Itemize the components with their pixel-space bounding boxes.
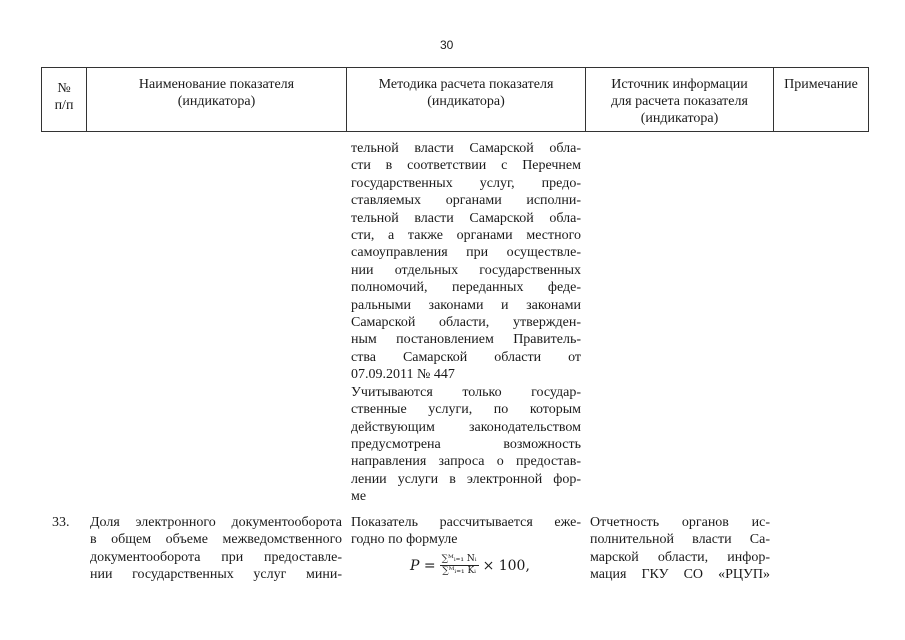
- page-number: 30: [440, 38, 454, 52]
- formula-rhs: × 100,: [482, 557, 530, 574]
- text-line: 07.09.2011 № 447: [351, 367, 455, 383]
- text-line: Показатель рассчитывается еже-: [351, 515, 581, 530]
- header-source-line: Источник информации: [611, 77, 748, 92]
- text-line: Учитываются только государ-: [351, 384, 581, 400]
- text-line: годно по формуле: [351, 532, 458, 548]
- text-line: ральными законами и законами: [351, 297, 581, 313]
- header-method-line: (индикатора): [427, 94, 505, 109]
- text-line: ставляемых органами исполни-: [351, 193, 581, 209]
- text-line: ства Самарской области от: [351, 349, 581, 365]
- calculation-method: [351, 514, 581, 549]
- text-line: тельной власти Самарской обла-: [351, 210, 581, 226]
- header-source-line: для расчета показателя: [611, 94, 748, 109]
- text-line: сти в соответствии с Перечнем: [351, 158, 581, 174]
- text-line: нии отдельных государственных: [351, 262, 581, 278]
- formula: [410, 554, 530, 577]
- text-line: самоуправления при осуществле-: [351, 245, 581, 261]
- table-top-border: [41, 67, 869, 68]
- text-line: тельной власти Самарской обла-: [351, 141, 581, 156]
- formula-numerator: ∑ᴹᵢ₌₁ Nᵢ: [441, 554, 477, 564]
- formula-lhs: P =: [410, 557, 436, 574]
- header-indicator-name: [87, 76, 346, 110]
- method-continuation: [351, 140, 581, 506]
- text-line: государственных услуг, предо-: [351, 175, 581, 191]
- header-method: [347, 76, 585, 110]
- header-note-line: Примечание: [784, 77, 858, 92]
- formula-fraction: [440, 554, 479, 577]
- text-line: Доля электронного документооборота: [90, 515, 342, 530]
- header-indicator-name-line: (индикатора): [177, 94, 256, 109]
- text-line: предусмотрена возможность: [351, 436, 581, 452]
- indicator-name: [90, 514, 342, 584]
- text-line: полномочий, переданных феде-: [351, 280, 581, 296]
- text-line: Самарской области, утвержден-: [351, 315, 581, 331]
- text-line: ным постановлением Правитель-: [351, 332, 581, 348]
- table-right-border: [868, 67, 869, 131]
- header-source: [586, 76, 773, 127]
- text-line: действующим законодательством: [351, 419, 581, 435]
- text-line: направления запроса о предостав-: [351, 454, 581, 470]
- table-header-bottom-border: [41, 131, 869, 132]
- header-number-line: №: [57, 81, 71, 96]
- text-line: нии государственных услуг мини-: [90, 567, 342, 583]
- text-line: ме: [351, 489, 367, 505]
- formula-denominator: ∑ᴹᵢ₌₁ Kᵢ: [442, 566, 476, 576]
- header-number-line: п/п: [54, 98, 74, 113]
- text-line: полнительной власти Са-: [590, 532, 770, 548]
- text-line: марской области, инфор-: [590, 549, 770, 565]
- header-indicator-name-line: Наименование показателя: [138, 77, 295, 92]
- header-method-line: Методика расчета показателя: [378, 77, 554, 92]
- text-line: ственные услуги, по которым: [351, 402, 581, 418]
- information-source: [590, 514, 770, 584]
- text-line: в общем объеме межведомственного: [90, 532, 342, 548]
- text-line: Отчетность органов ис-: [590, 515, 770, 530]
- text-line: документооборота при предоставле-: [90, 549, 342, 565]
- text-line: лении услуги в электронной фор-: [351, 471, 581, 487]
- row-number: 33.: [52, 515, 70, 530]
- text-line: сти, а также органами местного: [351, 228, 581, 244]
- header-source-line: (индикатора): [640, 111, 719, 126]
- header-number: [42, 80, 86, 114]
- header-note: [774, 76, 868, 93]
- text-line: мация ГКУ СО «РЦУП»: [590, 567, 770, 583]
